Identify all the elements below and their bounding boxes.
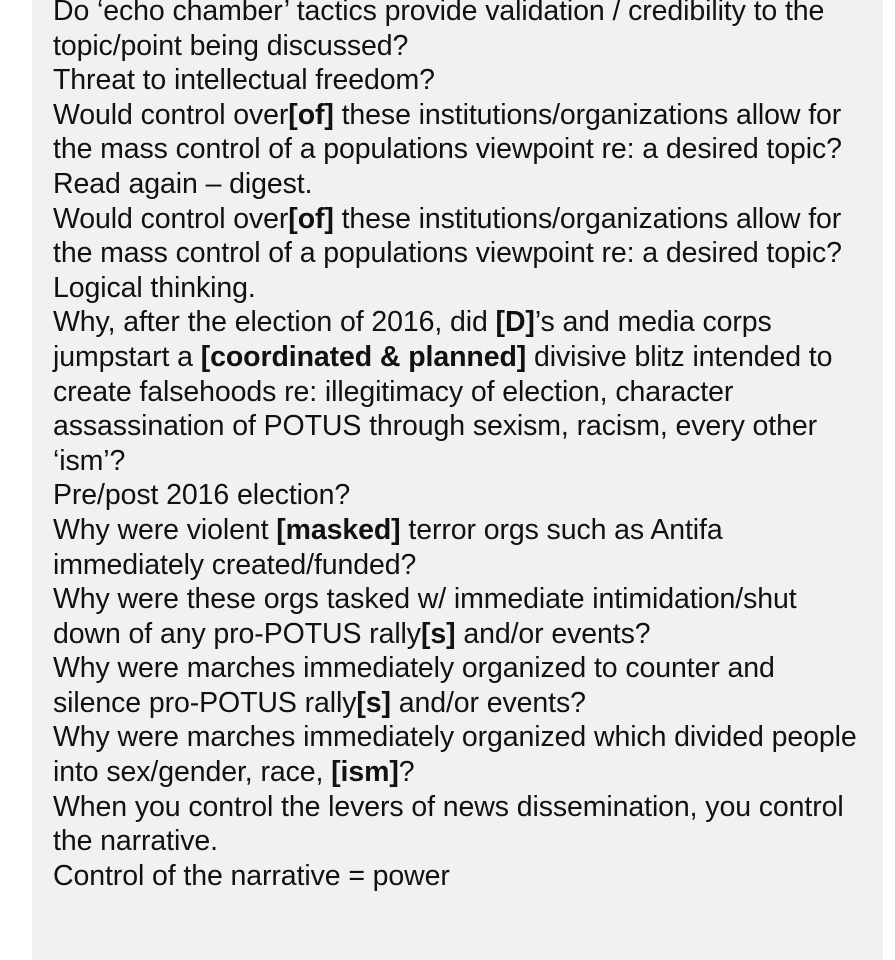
bold-bracket-text: [s] xyxy=(420,617,456,650)
text-segment: Read again – digest. xyxy=(53,167,313,200)
text-line xyxy=(53,167,868,202)
text-segment: Why were these orgs tasked w/ immediate intimidation/shut down of any pro-POTUS rally xyxy=(53,583,797,650)
text-segment: When you control the levers of news dissemination, you control the narrative. xyxy=(53,790,844,858)
text-segment: ? xyxy=(398,756,415,789)
text-segment: and/or events? xyxy=(390,686,586,719)
bold-bracket-text: [of] xyxy=(288,98,334,131)
text-line xyxy=(53,651,868,720)
text-line xyxy=(53,720,868,789)
text-line xyxy=(53,271,868,306)
bold-bracket-text: [coordinated & planned] xyxy=(200,340,527,373)
text-segment: Would control over xyxy=(53,98,289,131)
bold-bracket-text: [ism] xyxy=(331,756,399,789)
bold-bracket-text: [s] xyxy=(356,686,391,719)
text-segment: Logical thinking. xyxy=(53,271,256,304)
text-line xyxy=(53,478,868,513)
text-line xyxy=(53,513,868,582)
text-segment: Why were marches immediately organized which divided people into sex/gender, race, xyxy=(53,721,857,789)
text-segment: ’s and media corps jumpstart a xyxy=(53,306,772,373)
text-segment: Control of the narrative = power xyxy=(53,859,450,892)
bold-bracket-text: [of] xyxy=(288,202,334,235)
text-segment: Would control over xyxy=(53,202,289,235)
document-panel xyxy=(32,0,883,960)
text-line xyxy=(53,790,868,859)
text-segment: these institutions/organizations allow for the mass control of a populations viewpoint re: a desired topic? xyxy=(53,202,842,270)
text-segment: and/or events? xyxy=(455,617,651,650)
text-segment: Why, after the election of 2016, did xyxy=(53,306,496,339)
document-text xyxy=(53,0,868,893)
text-line xyxy=(53,63,868,98)
text-segment: terror orgs such as Antifa immediately created/funded? xyxy=(53,513,723,581)
text-line xyxy=(53,0,868,63)
text-segment: Do ‘echo chamber’ tactics provide validation / credibility to the topic/point being discussed? xyxy=(53,0,825,62)
text-line xyxy=(53,98,868,167)
text-line xyxy=(53,305,868,478)
text-segment: Why were marches immediately organized to counter and silence pro-POTUS rally xyxy=(53,652,775,719)
text-segment: Why were violent xyxy=(53,513,277,546)
text-segment: divisive blitz intended to create falsehoods re: illegitimacy of election, character assassination of POTUS through sexism, racism, every other ‘ism’? xyxy=(53,340,833,477)
text-segment: these institutions/organizations allow for the mass control of a populations viewpoint re: a desired topic? xyxy=(53,98,842,166)
text-line xyxy=(53,582,868,651)
text-line xyxy=(53,202,868,271)
text-segment: Threat to intellectual freedom? xyxy=(53,64,435,97)
bold-bracket-text: [D] xyxy=(495,306,535,339)
bold-bracket-text: [masked] xyxy=(276,513,401,546)
text-segment: Pre/post 2016 election? xyxy=(53,479,351,512)
text-line xyxy=(53,859,868,894)
